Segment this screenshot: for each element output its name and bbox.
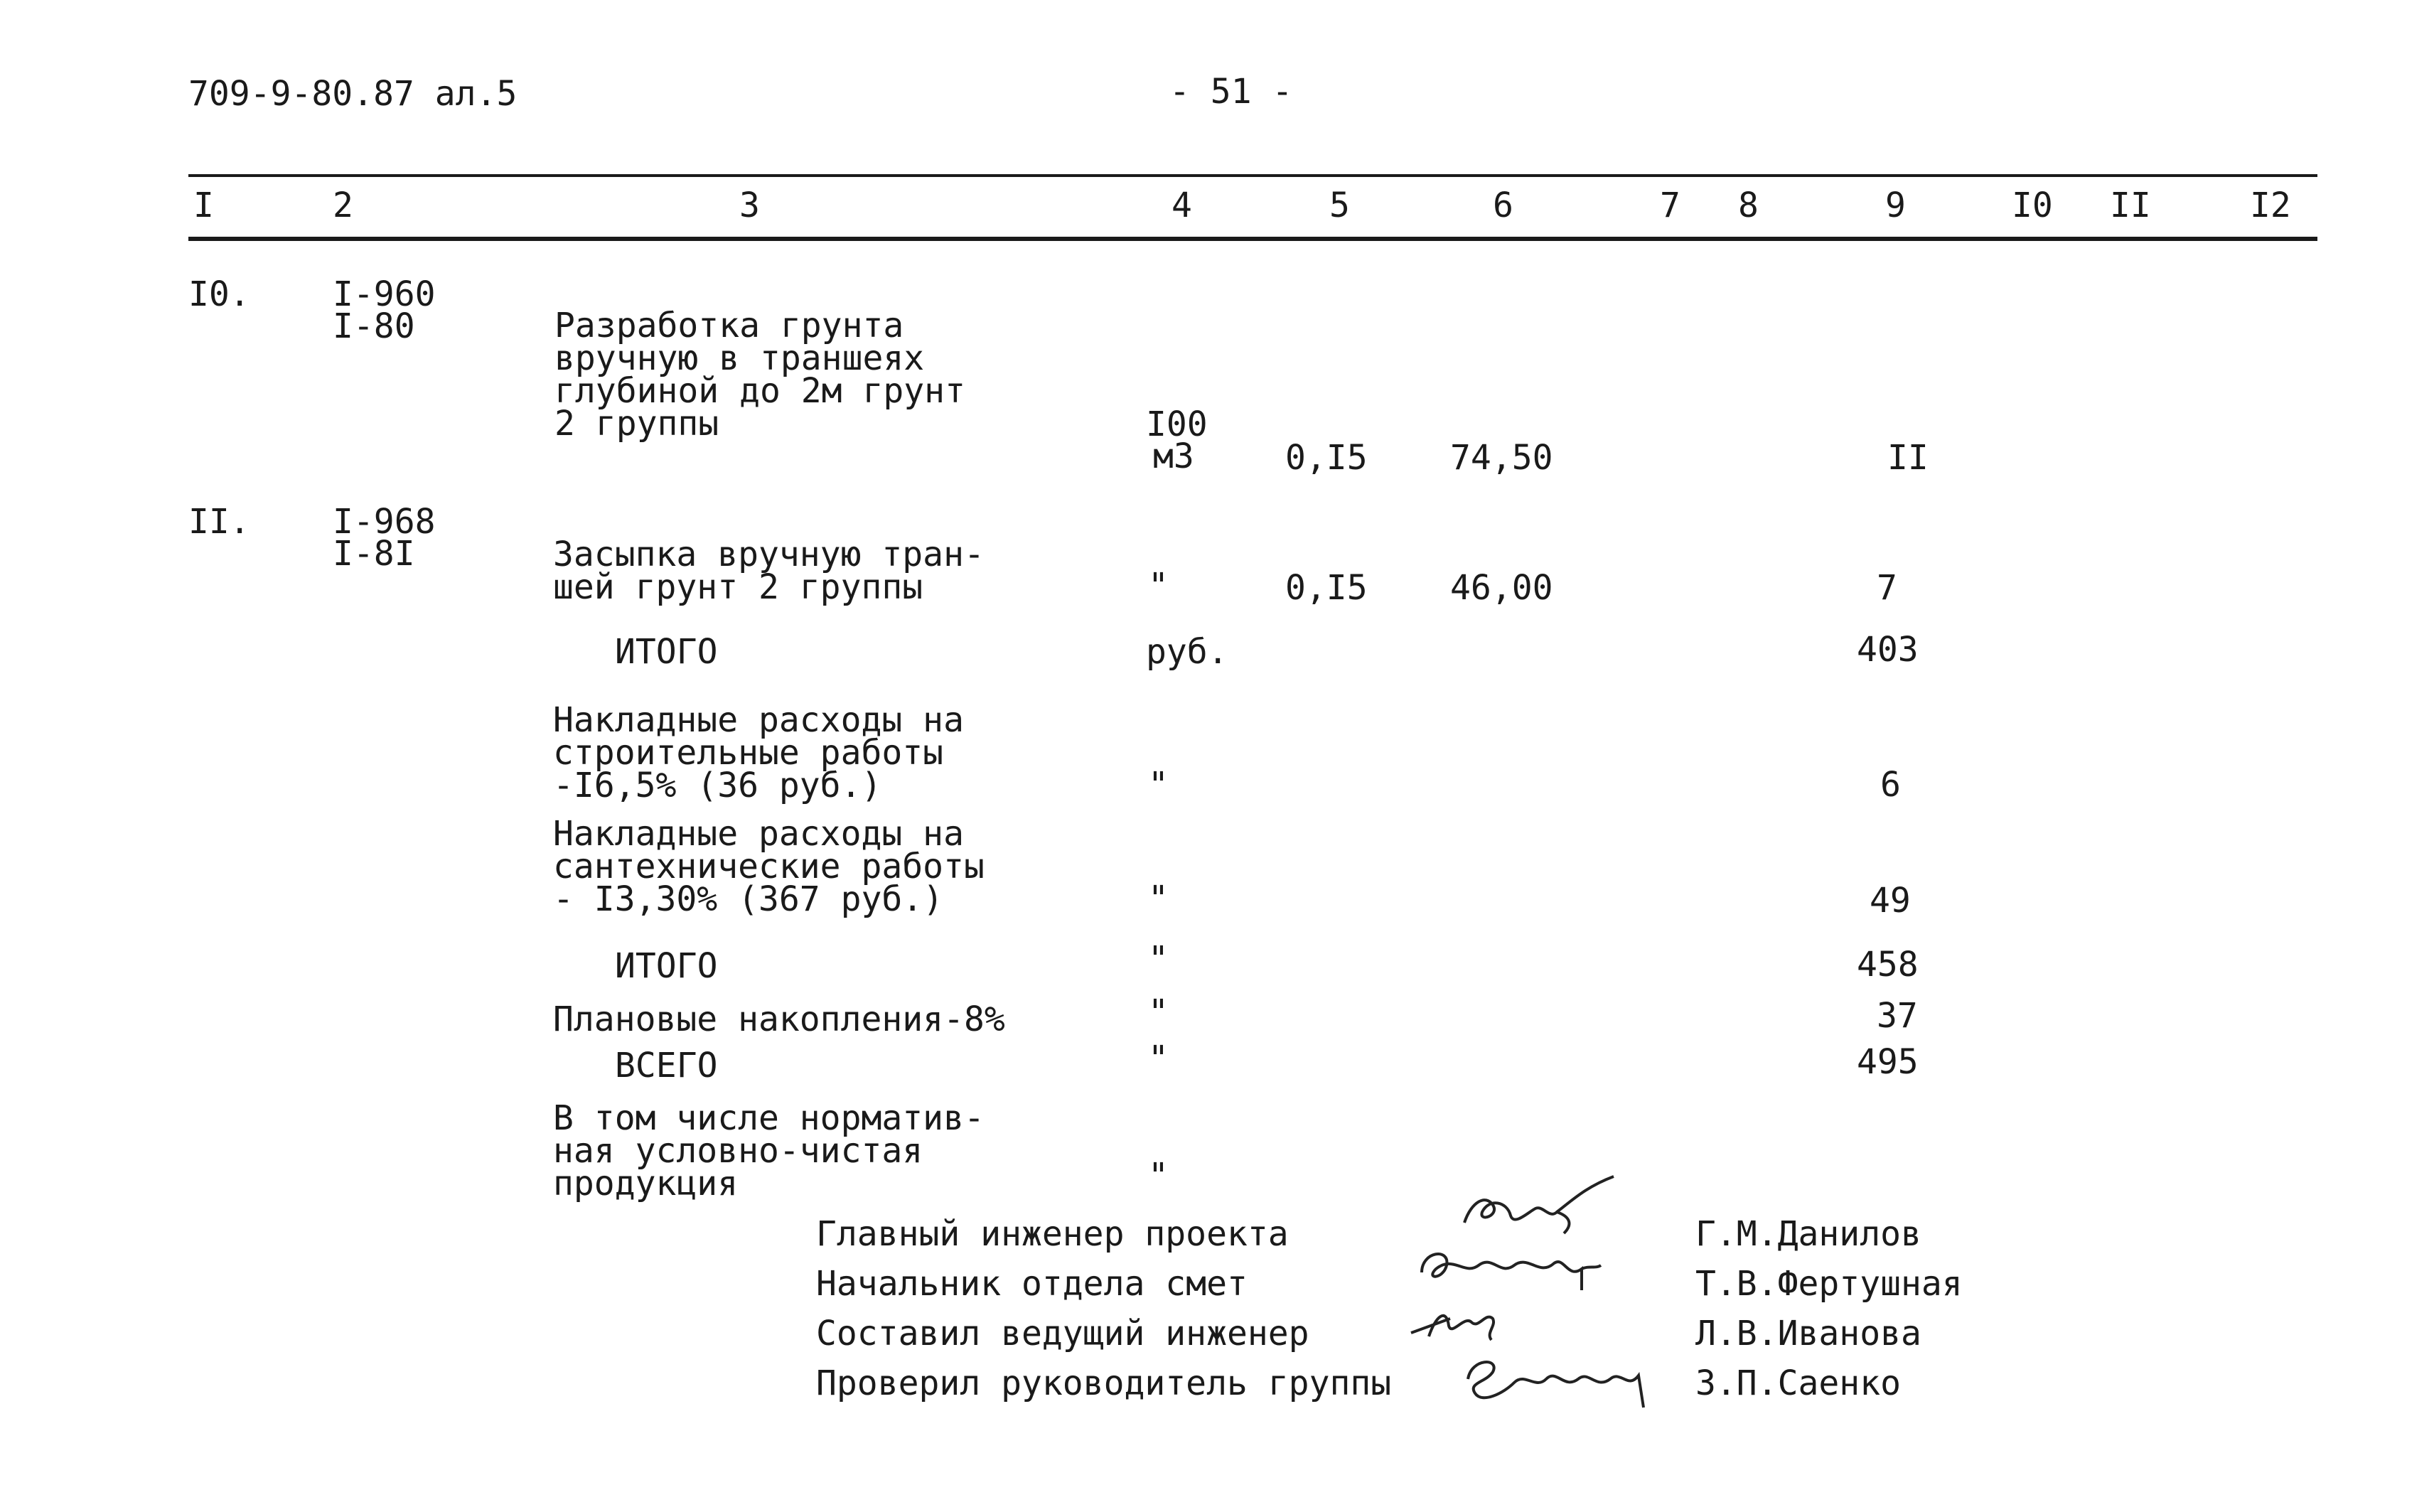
summary-unit: руб. bbox=[1146, 632, 1228, 672]
summary-label: Накладные расходы на строительные работы -I6,5% (36 руб.) bbox=[553, 700, 964, 805]
summary-label: В том числе норматив- ная условно-чистая продукция bbox=[553, 1098, 985, 1203]
col-header-10: I0 bbox=[2012, 186, 2053, 225]
col-header-12: I2 bbox=[2250, 186, 2291, 225]
summary-label: Плановые накопления-8% bbox=[553, 999, 1005, 1039]
row-code: I-968 bbox=[333, 502, 436, 542]
row-price: 46,00 bbox=[1450, 568, 1553, 608]
row-total: 7 bbox=[1877, 568, 1897, 608]
summary-total: 49 bbox=[1870, 881, 1911, 921]
summary-total: 37 bbox=[1877, 996, 1918, 1036]
signer-name: Т.В.Фертушная bbox=[1695, 1264, 1963, 1304]
doc-code: 709-9-80.87 ал.5 bbox=[188, 74, 518, 114]
col-header-3: 3 bbox=[739, 186, 760, 225]
handwritten-signature bbox=[1457, 1347, 1663, 1411]
handwritten-signature bbox=[1408, 1294, 1528, 1351]
signer-name: З.П.Саенко bbox=[1695, 1363, 1901, 1403]
summary-unit: " bbox=[1148, 992, 1169, 1032]
page-number: - 51 - bbox=[1169, 72, 1293, 112]
summary-unit: " bbox=[1148, 1156, 1169, 1196]
signer-name: Л.В.Иванова bbox=[1695, 1314, 1921, 1353]
col-header-4: 4 bbox=[1172, 186, 1192, 225]
summary-unit: " bbox=[1148, 765, 1169, 805]
handwritten-signature bbox=[1450, 1173, 1635, 1244]
header-top-rule bbox=[188, 174, 2317, 177]
col-header-2: 2 bbox=[333, 186, 353, 225]
summary-label: ВСЕГО bbox=[615, 1046, 718, 1085]
summary-label: ИТОГО bbox=[615, 632, 718, 672]
row-unit: I00 bbox=[1146, 404, 1208, 444]
row-number: I0. bbox=[188, 274, 250, 314]
summary-label: ИТОГО bbox=[615, 946, 718, 986]
col-header-7: 7 bbox=[1660, 186, 1680, 225]
signer-name: Г.М.Данилов bbox=[1695, 1214, 1921, 1254]
row-description: Разработка грунта вручную в траншеях глубиной до 2м грунт 2 группы bbox=[554, 306, 965, 444]
signer-title: Проверил руководитель группы bbox=[816, 1363, 1392, 1403]
summary-total: 458 bbox=[1857, 945, 1919, 985]
row-price: 74,50 bbox=[1450, 438, 1553, 478]
handwritten-signature bbox=[1415, 1237, 1607, 1301]
signer-title: Начальник отдела смет bbox=[816, 1264, 1248, 1304]
signer-title: Составил ведущий инженер bbox=[816, 1314, 1309, 1353]
col-header-1: I bbox=[193, 186, 214, 225]
col-header-5: 5 bbox=[1329, 186, 1350, 225]
summary-label: Накладные расходы на сантехнические работы - I3,30% (367 руб.) bbox=[553, 814, 985, 919]
row-quantity: 0,I5 bbox=[1285, 568, 1368, 608]
col-header-8: 8 bbox=[1738, 186, 1759, 225]
row-total: II bbox=[1887, 438, 1929, 478]
summary-unit: " bbox=[1148, 939, 1169, 979]
row-number: II. bbox=[188, 502, 250, 542]
row-code: I-960 bbox=[333, 274, 436, 314]
row-code: I-8I bbox=[333, 534, 415, 574]
col-header-9: 9 bbox=[1885, 186, 1906, 225]
summary-unit: " bbox=[1148, 1039, 1169, 1078]
col-header-11: II bbox=[2110, 186, 2151, 225]
row-unit: м3 bbox=[1153, 436, 1194, 476]
row-quantity: 0,I5 bbox=[1285, 438, 1368, 478]
signer-title: Главный инженер проекта bbox=[816, 1214, 1289, 1254]
summary-total: 6 bbox=[1880, 765, 1901, 805]
summary-total: 403 bbox=[1857, 630, 1919, 670]
summary-total: 495 bbox=[1857, 1042, 1919, 1082]
summary-unit: " bbox=[1148, 879, 1169, 918]
row-unit: " bbox=[1148, 566, 1169, 606]
header-bottom-rule bbox=[188, 237, 2317, 241]
row-code: I-80 bbox=[333, 306, 415, 346]
col-header-6: 6 bbox=[1493, 186, 1513, 225]
row-description: Засыпка вручную тран- шей грунт 2 группы bbox=[553, 535, 985, 607]
